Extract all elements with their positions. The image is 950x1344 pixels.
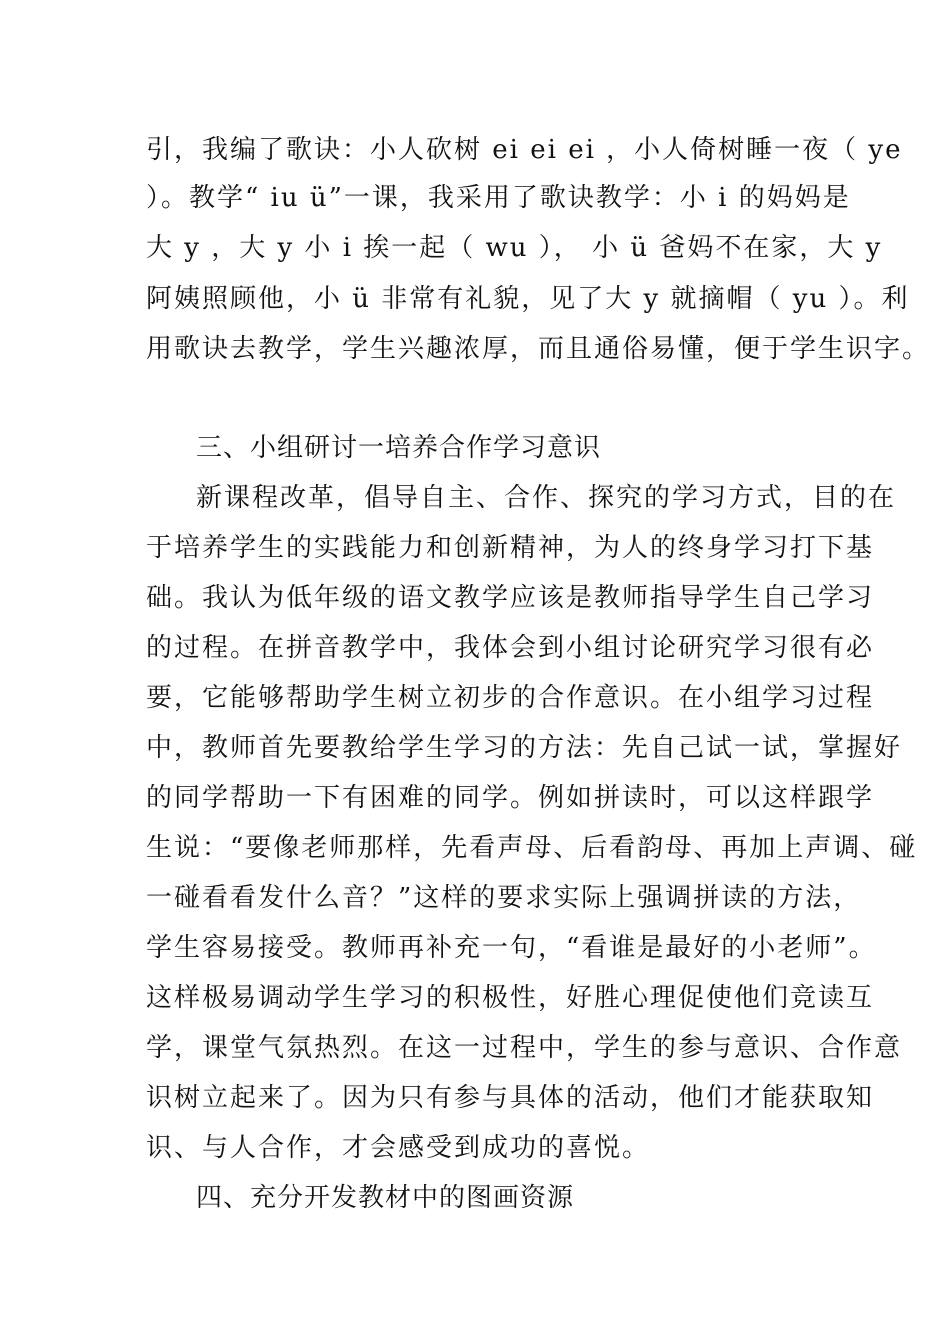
paragraph-line: ）。教学“ iu ü”一课，我采用了歌诀教学：小 i 的妈妈是 [146, 183, 851, 213]
paragraph-line: 用歌诀去教学，学生兴趣浓厚，而且通俗易懂，便于学生识字。 [146, 334, 931, 364]
paragraph-line: 识树立起来了。因为只有参与具体的活动，他们才能获取知 [146, 1083, 875, 1113]
paragraph-line: 础。我认为低年级的语文教学应该是教师指导学生自己学习 [146, 583, 875, 613]
paragraph-line: 要，它能够帮助学生树立初步的合作意识。在小组学习过程 [146, 683, 875, 713]
paragraph-line: 阿姨照顾他，小 ü 非常有礼貌，见了大 y 就摘帽（ yu ）。利 [146, 284, 910, 314]
paragraph-line: 中，教师首先要教给学生学习的方法：先自己试一试，掌握好 [146, 733, 903, 763]
paragraph-line: 学，课堂气氛热烈。在这一过程中，学生的参与意识、合作意 [146, 1033, 903, 1063]
paragraph-line: 的过程。在拼音教学中，我体会到小组讨论研究学习很有必 [146, 633, 875, 663]
paragraph-line: 的同学帮助一下有困难的同学。例如拼读时，可以这样跟学 [146, 783, 875, 813]
section-heading: 三、小组研讨一培养合作学习意识 [196, 433, 602, 463]
paragraph-line: 于培养学生的实践能力和创新精神，为人的终身学习打下基 [146, 533, 875, 563]
paragraph-line: 这样极易调动学生学习的积极性，好胜心理促使他们竞读互 [146, 983, 875, 1013]
paragraph-line: 识、与人合作，才会感受到成功的喜悦。 [146, 1133, 651, 1163]
paragraph-line: 引，我编了歌诀：小人砍树 ei ei ei ，小人倚树睡一夜（ ye [146, 135, 903, 165]
section-heading: 四、充分开发教材中的图画资源 [196, 1183, 575, 1213]
paragraph-line: 学生容易接受。教师再补充一句，“看谁是最好的小老师”。 [146, 933, 877, 963]
paragraph-line: 生说：“要像老师那样，先看声母、后看韵母、再加上声调、碰 [146, 833, 918, 863]
paragraph-line: 新课程改革，倡导自主、合作、探究的学习方式，目的在 [196, 483, 897, 513]
paragraph-line: 大 y ，大 y 小 i 挨一起（ wu ）， 小 ü 爸妈不在家，大 y [146, 233, 883, 263]
paragraph-line: 一碰看看发什么音？”这样的要求实际上强调拼读的方法， [146, 883, 862, 913]
